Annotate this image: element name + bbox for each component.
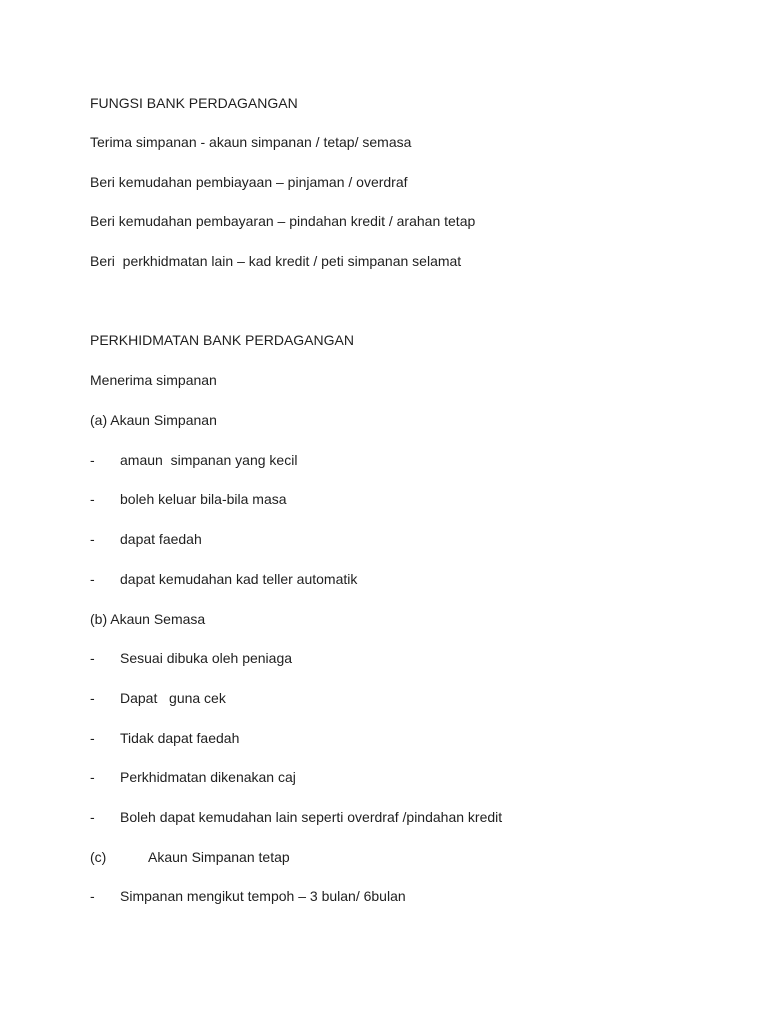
list-item: Tidak dapat faedah [120, 730, 240, 746]
list-item: amaun simpanan yang kecil [120, 452, 298, 468]
subheading-menerima: Menerima simpanan [90, 372, 217, 388]
bullet-dash: - [90, 491, 95, 507]
label-akaun-simpanan-tetap: Akaun Simpanan tetap [148, 849, 290, 865]
bullet-dash: - [90, 769, 95, 785]
list-item: dapat faedah [120, 531, 202, 547]
fungsi-line-2: Beri kemudahan pembiayaan – pinjaman / overdraf [90, 174, 408, 190]
section-heading-fungsi: FUNGSI BANK PERDAGANGAN [90, 95, 298, 111]
label-akaun-semasa: (b) Akaun Semasa [90, 611, 206, 627]
label-akaun-simpanan: (a) Akaun Simpanan [90, 412, 217, 428]
list-item: Sesuai dibuka oleh peniaga [120, 650, 293, 666]
list-item: Simpanan mengikut tempoh – 3 bulan/ 6bulan [120, 888, 406, 904]
fungsi-line-4: Beri perkhidmatan lain – kad kredit / peti simpanan selamat [90, 253, 462, 269]
bullet-dash: - [90, 452, 95, 468]
list-item: boleh keluar bila-bila masa [120, 491, 287, 507]
bullet-dash: - [90, 650, 95, 666]
list-item: dapat kemudahan kad teller automatik [120, 571, 358, 587]
bullet-dash: - [90, 809, 95, 825]
bullet-dash: - [90, 888, 95, 904]
fungsi-line-3: Beri kemudahan pembayaran – pindahan kredit / arahan tetap [90, 213, 476, 229]
list-item: Dapat guna cek [120, 690, 226, 706]
list-item: Boleh dapat kemudahan lain seperti overdraf /pindahan kredit [120, 809, 503, 825]
fungsi-line-1: Terima simpanan - akaun simpanan / tetap/ semasa [90, 134, 412, 150]
bullet-dash: - [90, 730, 95, 746]
list-item: Perkhidmatan dikenakan caj [120, 769, 296, 785]
bullet-dash: - [90, 690, 95, 706]
label-c-marker: (c) [90, 849, 107, 865]
bullet-dash: - [90, 571, 95, 587]
section-heading-perkhidmatan: PERKHIDMATAN BANK PERDAGANGAN [90, 332, 354, 348]
bullet-dash: - [90, 531, 95, 547]
